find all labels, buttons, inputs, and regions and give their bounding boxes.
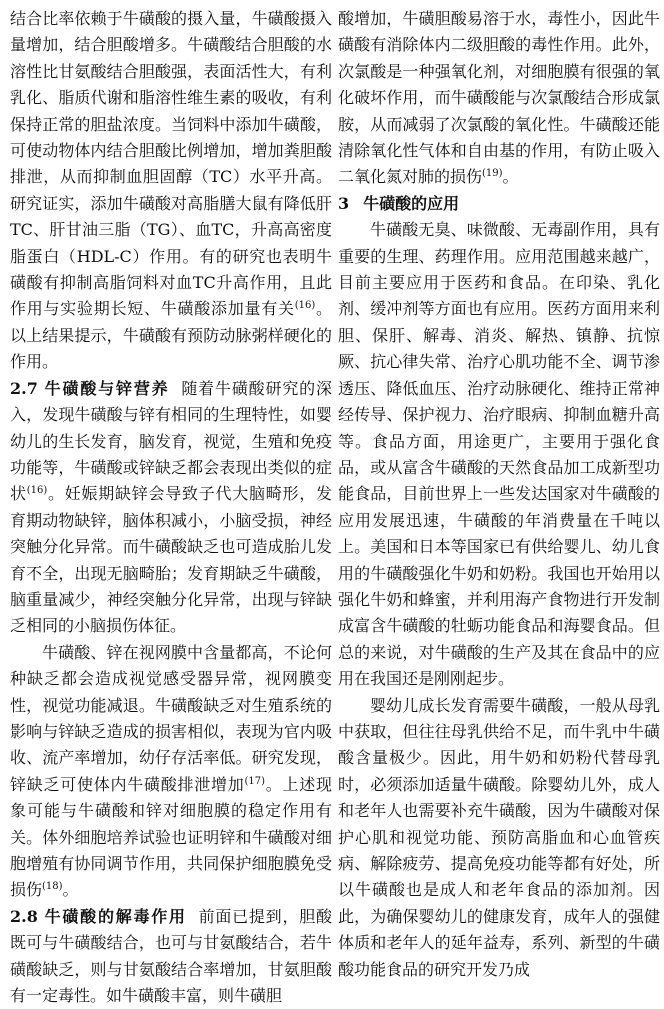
section-number: 2.8 [10, 906, 38, 926]
paragraph-text-end: 。 [62, 880, 79, 900]
citation-ref: (16) [294, 300, 316, 312]
section-2-8 [10, 904, 332, 1009]
right-column [338, 6, 660, 983]
paragraph-text: 随着牛磺酸研究的深入，发现牛磺酸与锌有相同的生理特性，如婴幼儿的生长发育，脑发育，视觉，生殖和免疫功能等，牛磺酸或锌缺乏都会表现出类似的症状 [10, 378, 332, 504]
paragraph-detox [338, 6, 660, 191]
section-3-heading [338, 191, 660, 217]
section-number: 3 [338, 193, 350, 213]
paragraph-text-tail: 。妊娠期缺锌会导致子代大脑畸形，发育期动物缺锌，脑体积减小，小脑受损，神经突触分化异常。而牛磺酸缺乏也可造成胎儿发育不全，出现无脑畸胎；发育期缺乏牛磺酸，脑重量减少，神经突触分化异常，出现与锌缺乏相同的小脑损伤体征。 [10, 484, 332, 636]
paragraph-text-tail: 。上述现象可能与牛磺酸和锌对细胞膜的稳定作用有关。体外细胞培养试验也证明锌和牛磺酸对细胞增殖有协同调节作用，共同保护细胞膜免受损伤 [10, 774, 332, 900]
paragraph-text: 牛磺酸、锌在视网膜中含量都高，不论何种缺乏都会造成视觉感受器异常，视网膜变性，视觉功能减退。牛磺酸缺乏对生殖系统的影响与锌缺乏造成的损害相似，表现为官内吸收、流产率增加，幼仔存活率低。研究发现，锌缺乏可使体内牛磺酸排泄增加 [10, 642, 332, 794]
section-title: 牛磺酸的解毒作用 [43, 906, 187, 926]
citation-ref: (17) [244, 775, 265, 787]
paragraph-text: 牛磺酸无臭、味微酸、无毒副作用，具有重要的生理、药理作用。应用范围越来越广，目前主要应用于医药和食品。在印染、乳化剂、缓冲剂等方面也有应用。医药方面用来利胆、保肝、解毒、消炎、解热、镇静、抗惊厥、抗心律失常、治疗心肌功能不全、调节渗透压、降低血压、治疗动脉硬化、维持正常神经传导、保护视力、治疗眼病、抑制血糖升高等。食品方面，用途更广，主要用于强化食品，或从富含牛磺酸的天然食品加工成新型功能食品，目前世界上一些发达国家对牛磺酸的应用发展迅速，牛磺酸的年消费量在千吨以上。美国和日本等国家已有供给婴儿、幼儿食用的牛磺酸强化牛奶和奶粉。我国也开始用以强化牛奶和蜂蜜，并利用海产食物进行开发制成富含牛磺酸的牡蛎功能食品和海婴食品。但总的来说，对牛磺酸的生产及其在食品中的应用在我国还是刚刚起步。 [338, 220, 660, 689]
paragraph-text-tail: 。以上结果提示，牛磺酸有预防动脉粥样硬化的作用。 [10, 299, 332, 372]
paragraph-text-tail: 。 [502, 167, 519, 187]
citation-ref: (18) [42, 881, 63, 893]
paragraph-applications [338, 217, 660, 692]
paragraph-text: 结合比率依赖于牛磺酸的摄入量，牛磺酸摄入量增加，结合胆酸增多。牛磺酸结合胆酸的水溶性比甘氨酸结合胆酸强，表面活性大，有利乳化、脂质代谢和脂溶性维生素的吸收，有利保持正常的胆盐浓度。当饲料中添加牛磺酸，可使动物体内结合胆酸比例增加，增加粪胆酸排泄，从而抑制血胆固醇（TC）水平升高。研究证实，添加牛磺酸对高脂膳大鼠有降低肝 TC、肝甘油三脂（TG）、血TC，升高高密度脂蛋白（HDL-C）作用。有的研究也表明牛磺酸有抑制高脂饲料对血TC升高作用，且此作用与实验期长短、牛磺酸添加量有关 [10, 9, 332, 319]
section-number: 2.7 [10, 378, 38, 398]
paragraph-bile-acid [10, 6, 332, 376]
section-title: 牛磺酸的应用 [363, 193, 460, 213]
paragraph-text: 婴幼儿成长发育需要牛磺酸，一般从母乳中获取，但往往母乳供给不足，而牛乳中牛磺酸含量极少。因此，用牛奶和奶粉代替母乳时，必须添加适量牛磺酸。除婴幼儿外，成人和老年人也需要补充牛磺酸，因为牛磺酸对保护心肌和视觉功能、预防高脂血和心血管疾病、解除疲劳、提高免疫功能等都有好处，所以牛磺酸也是成人和老年食品的添加剂。因此，为确保婴幼儿的健康发育，成年人的强健体质和老年人的延年益寿，系列、新型的牛磺酸功能食品的研究开发乃成 [338, 695, 660, 979]
section-2-7 [10, 376, 332, 640]
left-column [10, 6, 332, 1009]
citation-ref: (19) [482, 168, 503, 180]
paragraph-infants [338, 693, 660, 983]
citation-ref: (16) [26, 485, 48, 497]
section-title: 牛磺酸与锌营养 [43, 378, 170, 398]
paragraph-retina [10, 640, 332, 904]
paragraph-text: 前面已提到，胆酸既可与牛磺酸结合，也可与甘氨酸结合，若牛磺酸缺乏，则与甘氨酸结合率增加，甘氨胆酸有一定毒性。如牛磺酸丰富，则牛磺胆 [10, 906, 332, 1006]
paragraph-text: 酸增加，牛磺胆酸易溶于水，毒性小，因此牛磺酸有消除体内二级胆酸的毒性作用。此外，次氯酸是一种强氧化剂，对细胞膜有很强的氧化破坏作用，而牛磺酸能与次氯酸结合形成氯胺，从而减弱了次氯酸的氧化性。牛磺酸还能清除氧化性气体和自由基的作用，有防止吸入二氧化氮对肺的损伤 [338, 9, 660, 187]
